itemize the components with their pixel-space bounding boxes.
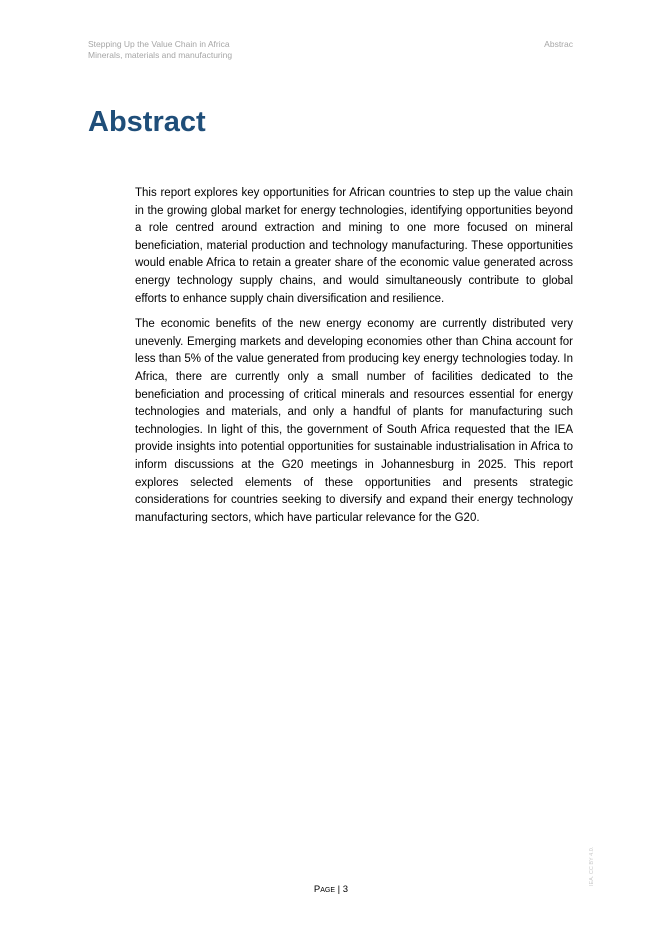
page-number: 3 bbox=[342, 884, 349, 895]
page-separator: | bbox=[337, 884, 341, 895]
abstract-body bbox=[135, 185, 573, 535]
report-subtitle: Minerals, materials and manufacturing bbox=[88, 50, 233, 60]
paragraph: The economic benefits of the new energy economy are currently distributed very unevenly. Emerging markets and developing economies other than China account for less than 5% of the value generated from producing key energy technologies today. In Africa, there are currently only a small number of facilities dedicated to the beneficiation and processing of critical minerals and resources essential for energy technologies and materials, and only a handful of plants for manufacturing such technologies. In light of this, the government of South Africa requested that the IEA provide insights into potential opportunities for sustainable industrialisation in Africa to inform discussions at the G20 meetings in Johannesburg in 2025. This report explores selected elements of these opportunities and presents strategic considerations for countries seeking to diversify and expand their energy technology manufacturing sectors, which have particular relevance for the G20. bbox=[135, 318, 573, 524]
license-mark: IEA. CC BY 4.0. bbox=[589, 846, 595, 886]
page-footer bbox=[0, 884, 662, 895]
paragraph: This report explores key opportunities for African countries to step up the value chain in the growing global market for energy technologies, identifying opportunities beyond a role centred around extraction and mining to one more focused on mineral beneficiation, material production and technology manufacturing. These opportunities would enable Africa to retain a greater share of the economic value generated across energy technology supply chains, and would simultaneously contribute to global efforts to enhance supply chain diversification and resilience. bbox=[135, 187, 573, 305]
report-title: Stepping Up the Value Chain in Africa bbox=[88, 39, 230, 49]
page-title: Abstract bbox=[88, 106, 206, 138]
running-header bbox=[88, 39, 232, 61]
section-label: Abstrac bbox=[544, 39, 573, 49]
page-label: Page bbox=[313, 884, 336, 895]
